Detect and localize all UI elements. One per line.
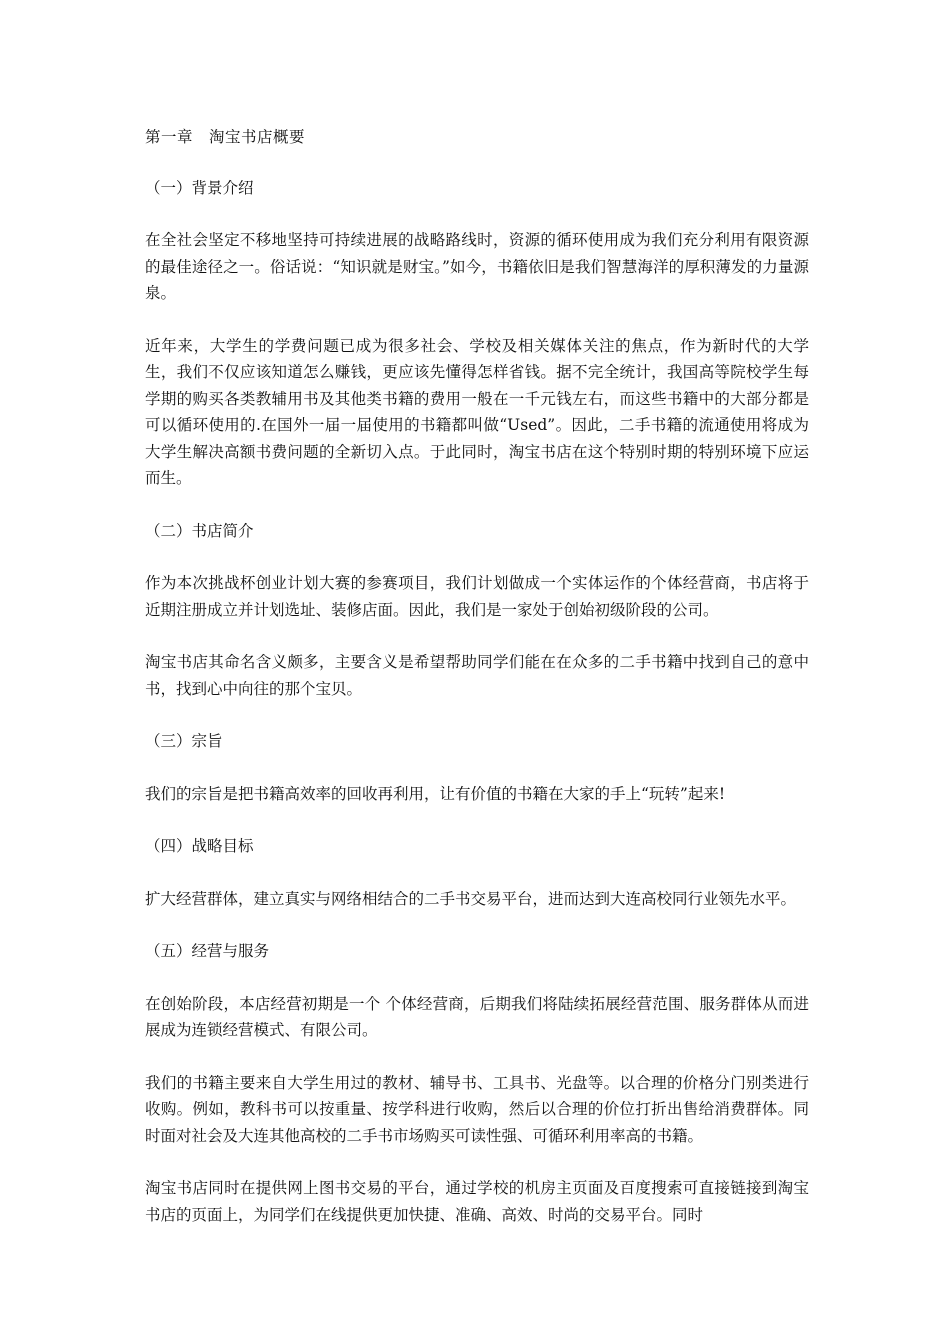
document-page <box>145 124 809 1254</box>
section-heading-strategic-goal: （四）战略目标 <box>145 837 254 855</box>
section-heading-purpose: （三）宗旨 <box>145 732 223 750</box>
section-heading-operations-services: （五）经营与服务 <box>145 942 270 960</box>
paragraph: 淘宝书店其命名含义颇多，主要含义是希望帮助同学们能在在众多的二手书籍中找到自己的意中书，找到心中向往的那个宝贝。 <box>145 653 809 698</box>
chapter-title: 第一章 淘宝书店概要 <box>145 128 306 146</box>
paragraph: 我们的宗旨是把书籍高效率的回收再利用，让有价值的书籍在大家的手上“玩转”起来! <box>145 784 726 803</box>
paragraph: 扩大经营群体，建立真实与网络相结合的二手书交易平台，进而达到大连高校同行业领先水平。 <box>145 889 797 908</box>
paragraph: 在创始阶段，本店经营初期是一个 个体经营商，后期我们将陆续拓展经营范围、服务群体从而进展成为连锁经营模式、有限公司。 <box>145 994 809 1039</box>
paragraph: 在全社会坚定不移地坚持可持续进展的战略路线时，资源的循环使用成为我们充分利用有限资源的最佳途径之一。俗话说：“知识就是财宝。”如今，书籍依旧是我们智慧海洋的厚积薄发的力量源泉。 <box>145 231 809 302</box>
paragraph: 淘宝书店同时在提供网上图书交易的平台，通过学校的机房主页面及百度搜索可直接链接到淘宝书店的页面上，为同学们在线提供更加快捷、准确、高效、时尚的交易平台。同时 <box>145 1179 809 1224</box>
paragraph: 我们的书籍主要来自大学生用过的教材、辅导书、工具书、光盘等。以合理的价格分门别类进行收购。例如，教科书可以按重量、按学科进行收购，然后以合理的价位打折出售给消费群体。同时面对社会及大连其他高校的二手书市场购买可读性强、可循环利用率高的书籍。 <box>145 1073 809 1145</box>
section-heading-store-intro: （二）书店简介 <box>145 521 254 540</box>
paragraph: 作为本次挑战杯创业计划大赛的参赛项目，我们计划做成一个实体运作的个体经营商，书店将于近期注册成立并计划选址、装修店面。因此，我们是一家处于创始初级阶段的公司。 <box>145 574 809 619</box>
section-heading-background: （一）背景介绍 <box>145 178 254 197</box>
paragraph: 近年来，大学生的学费问题已成为很多社会、学校及相关媒体关注的焦点，作为新时代的大学生，我们不仅应该知道怎么赚钱，更应该先懂得怎样省钱。据不完全统计，我国高等院校学生每学期的购买各类教辅用书及其他类书籍的费用一般在一千元钱左右，而这些书籍中的大部分都是可以循环使用的.在国外一届一届使用的书籍都叫做“Used”。因此，二手书籍的流通使用将成为大学生解决高额书费问题的全新切入点。于此同时，淘宝书店在这个特别时期的特别环境下应运而生。 <box>145 336 809 487</box>
